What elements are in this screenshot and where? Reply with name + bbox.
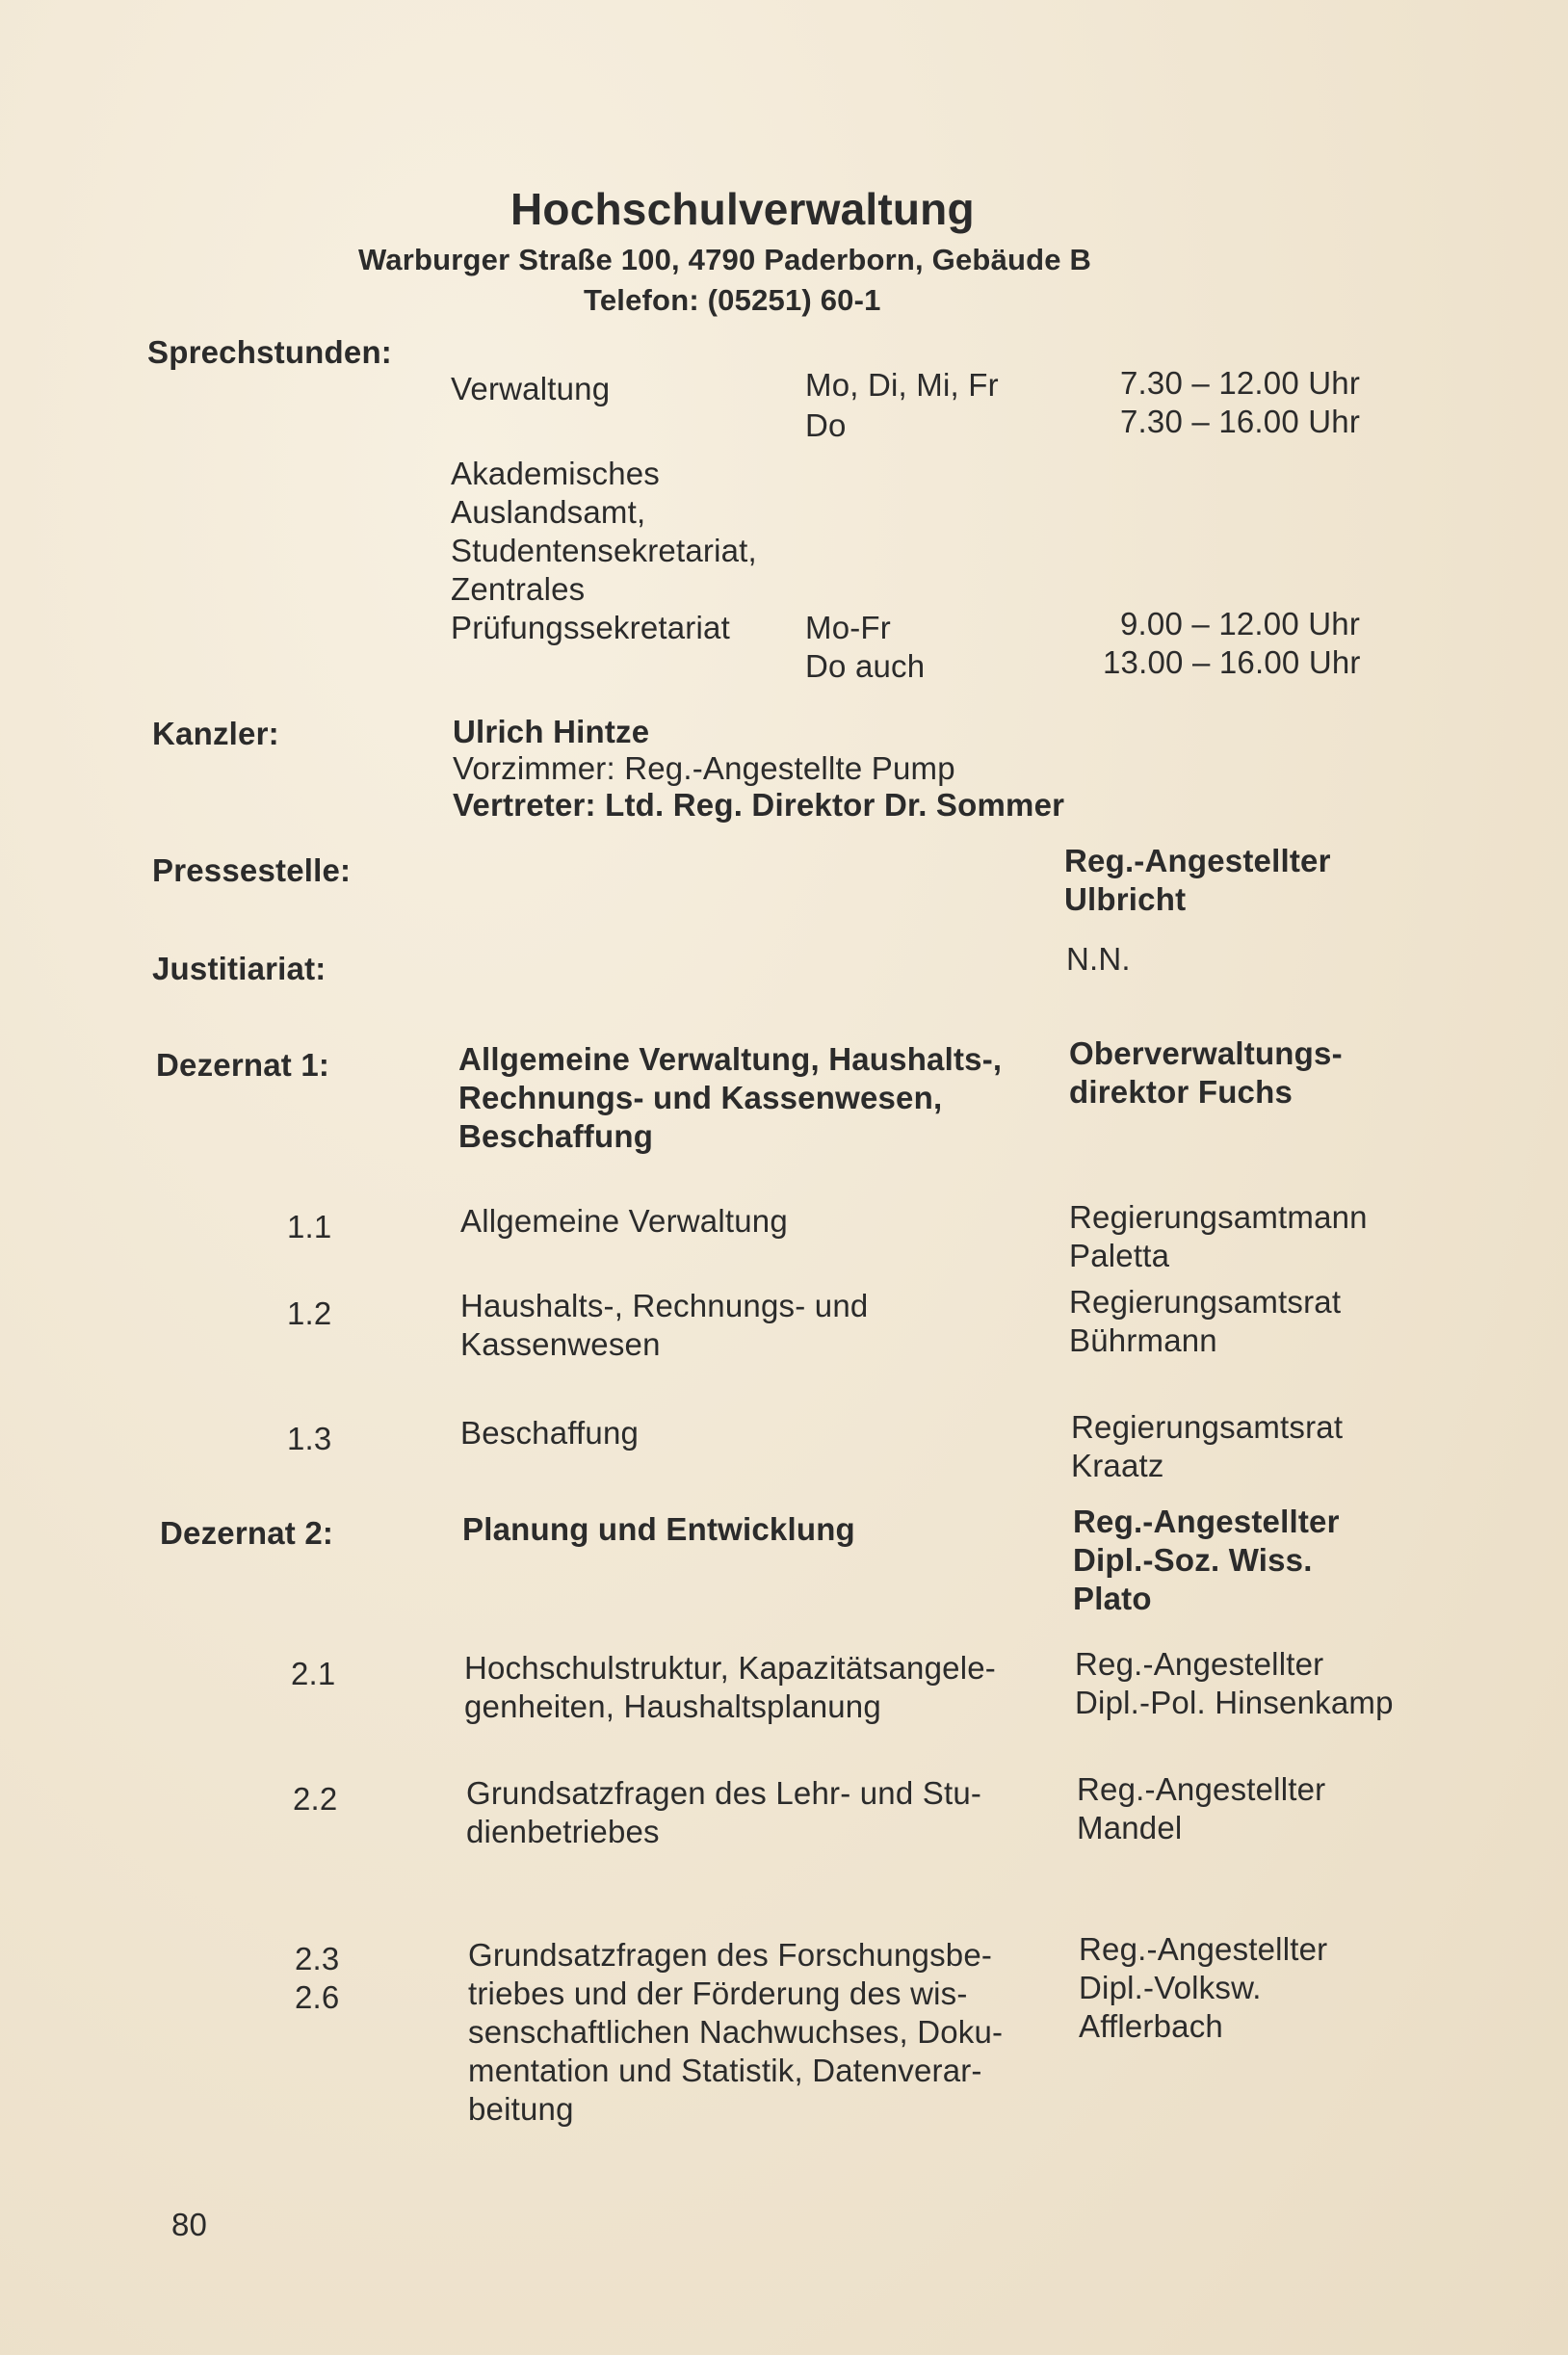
akademisches-block: Akademisches Auslandsamt, Studentensekretariat, Zentrales Prüfungssekretariat [451, 456, 757, 645]
dezernat2-head: Reg.-Angestellter Dipl.-Soz. Wiss. Plato [1073, 1504, 1340, 1616]
section-person: Regierungsamtsrat Bührmann [1069, 1284, 1342, 1358]
verwaltung-label: Verwaltung [451, 371, 611, 406]
dezernat1-label: Dezernat 1: [156, 1047, 330, 1083]
page-number: 80 [171, 2207, 208, 2242]
justitiariat-person: N.N. [1066, 941, 1131, 977]
section-topic: Allgemeine Verwaltung [460, 1203, 788, 1239]
justitiariat-label: Justitiariat: [152, 951, 327, 986]
page-title: Hochschulverwaltung [510, 184, 975, 234]
office-hours: 7.30 – 16.00 Uhr [1120, 404, 1361, 439]
section-topic: Grundsatzfragen des Forschungsbe- triebes und der Förderung des wis- senschaftlichen Nachwuchses, Doku- mentation und Statistik, Datenverar- beitung [468, 1937, 1004, 2127]
section-number: 2.1 [291, 1656, 336, 1691]
dezernat1-topic: Allgemeine Verwaltung, Haushalts-, Rechnungs- und Kassenwesen, Beschaffung [458, 1041, 1003, 1154]
section-person: Regierungsamtmann Paletta [1069, 1199, 1368, 1273]
office-hours: 7.30 – 12.00 Uhr [1120, 365, 1361, 401]
section-number: 1.2 [287, 1295, 332, 1331]
pressestelle-person: Reg.-Angestellter Ulbricht [1064, 843, 1331, 917]
section-person: Regierungsamtsrat Kraatz [1071, 1409, 1344, 1483]
section-person: Reg.-Angestellter Mandel [1077, 1771, 1326, 1845]
section-number: 2.2 [293, 1781, 338, 1817]
office-days: Do [805, 407, 847, 443]
section-person: Reg.-Angestellter Dipl.-Pol. Hinsenkamp [1075, 1646, 1394, 1720]
office-hours: 9.00 – 12.00 Uhr [1120, 606, 1361, 641]
kanzler-name: Ulrich Hintze [453, 714, 650, 749]
office-days: Mo-Fr [805, 610, 891, 645]
address: Warburger Straße 100, 4790 Paderborn, Gebäude B [358, 243, 1092, 276]
section-topic: Grundsatzfragen des Lehr- und Stu- dienbetriebes [466, 1775, 982, 1849]
vorzimmer: Vorzimmer: Reg.-Angestellte Pump [453, 750, 955, 786]
dezernat1-head: Oberverwaltungs- direktor Fuchs [1069, 1035, 1343, 1110]
kanzler-label: Kanzler: [152, 716, 279, 751]
office-hours: 13.00 – 16.00 Uhr [1103, 644, 1361, 680]
office-days: Do auch [805, 648, 926, 684]
pressestelle-label: Pressestelle: [152, 852, 352, 888]
office-days: Mo, Di, Mi, Fr [805, 367, 999, 403]
vertreter: Vertreter: Ltd. Reg. Direktor Dr. Sommer [453, 787, 1065, 823]
section-number: 1.3 [287, 1421, 332, 1456]
section-numbers: 2.3 2.6 [295, 1941, 340, 2015]
phone: Telefon: (05251) 60-1 [584, 283, 881, 317]
dezernat2-topic: Planung und Entwicklung [462, 1511, 855, 1547]
sprechstunden-label: Sprechstunden: [147, 334, 392, 370]
section-topic: Beschaffung [460, 1415, 640, 1451]
section-person: Reg.-Angestellter Dipl.-Volksw. Afflerbach [1079, 1931, 1328, 2044]
section-number: 1.1 [287, 1209, 332, 1244]
section-topic: Haushalts-, Rechnungs- und Kassenwesen [460, 1288, 869, 1362]
dezernat2-label: Dezernat 2: [160, 1515, 334, 1551]
section-topic: Hochschulstruktur, Kapazitätsangele- genheiten, Haushaltsplanung [464, 1650, 996, 1724]
